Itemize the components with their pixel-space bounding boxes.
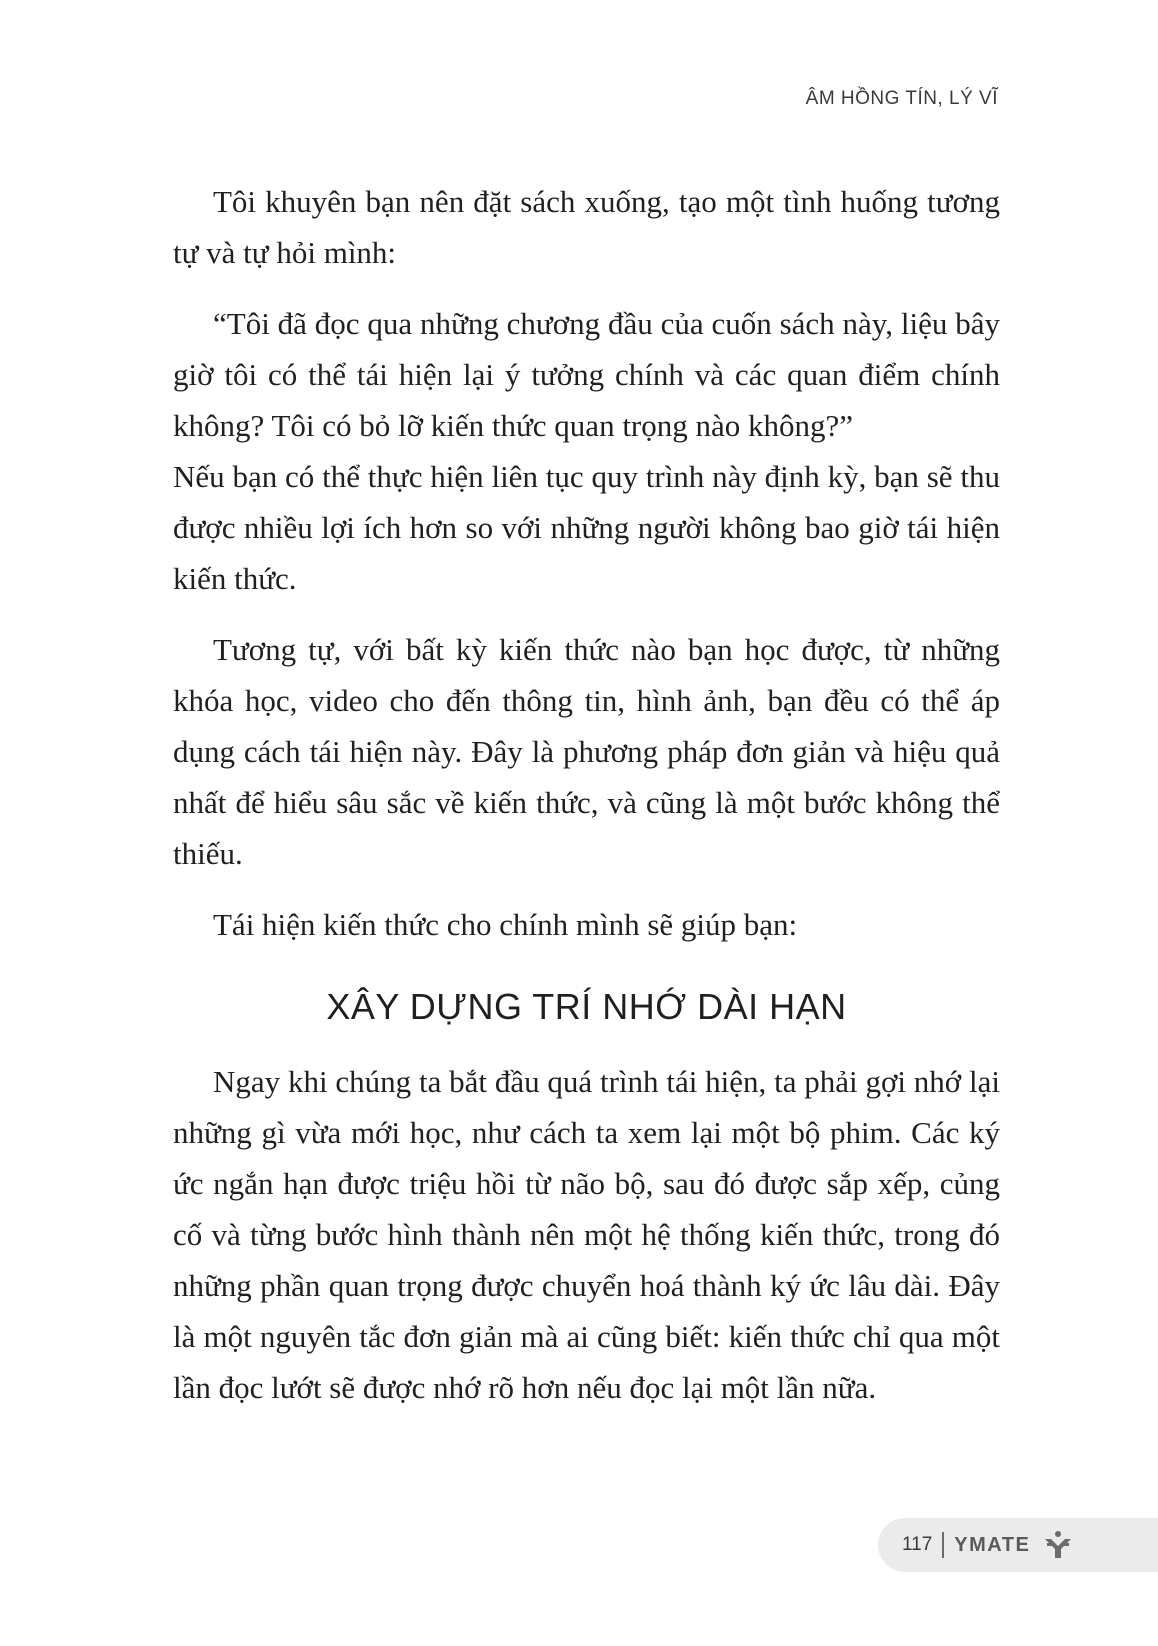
paragraph: Tái hiện kiến thức cho chính mình sẽ giúp bạn:	[213, 907, 798, 942]
paragraph: Ngay khi chúng ta bắt đầu quá trình tái hiện, ta phải gợi nhớ lại những gì vừa mới học, như cách ta xem lại một bộ phim. Các ký ức ngắn hạn được triệu hồi từ não bộ, sau đó được sắp xếp, củng cố và từng bước hình thành nên một hệ thống kiến thức, trong đó những phần quan trọng được chuyển hoá thành ký ức lâu dài. Đây là một nguyên tắc đơn giản mà ai cũng biết: kiến thức chỉ qua một lần đọc lướt sẽ được nhớ rõ hơn nếu đọc lại một lần nữa.	[173, 1064, 1000, 1405]
paragraph: Tương tự, với bất kỳ kiến thức nào bạn học được, từ những khóa học, video cho đến thông tin, hình ảnh, bạn đều có thể áp dụng cách tái hiện này. Đây là phương pháp đơn giản và hiệu quả nhất để hiểu sâu sắc về kiến thức, và cũng là một bước không thể thiếu.	[173, 632, 1000, 871]
running-head: ÂM HỒNG TÍN, LÝ VĨ	[805, 88, 998, 109]
publisher-name: YMATE	[954, 1533, 1031, 1556]
page-number: 117	[902, 1534, 933, 1555]
page-body	[173, 176, 1000, 1433]
ymate-logo-icon	[1042, 1530, 1074, 1560]
quote-paragraph: “Tôi đã đọc qua những chương đầu của cuốn sách này, liệu bây giờ tôi có thể tái hiện lại ý tưởng chính và các quan điểm chính không? Tôi có bỏ lỡ kiến thức quan trọng nào không?”	[173, 306, 1000, 443]
footer-divider	[942, 1532, 944, 1558]
paragraph: Tôi khuyên bạn nên đặt sách xuống, tạo một tình huống tương tự và tự hỏi mình:	[173, 184, 1000, 270]
paragraph: Nếu bạn có thể thực hiện liên tục quy trình này định kỳ, bạn sẽ thu được nhiều lợi ích hơn so với những người không bao giờ tái hiện kiến thức.	[173, 459, 1000, 596]
section-heading: XÂY DỰNG TRÍ NHỚ DÀI HẠN	[326, 986, 847, 1027]
page-footer-tab	[878, 1518, 1158, 1572]
